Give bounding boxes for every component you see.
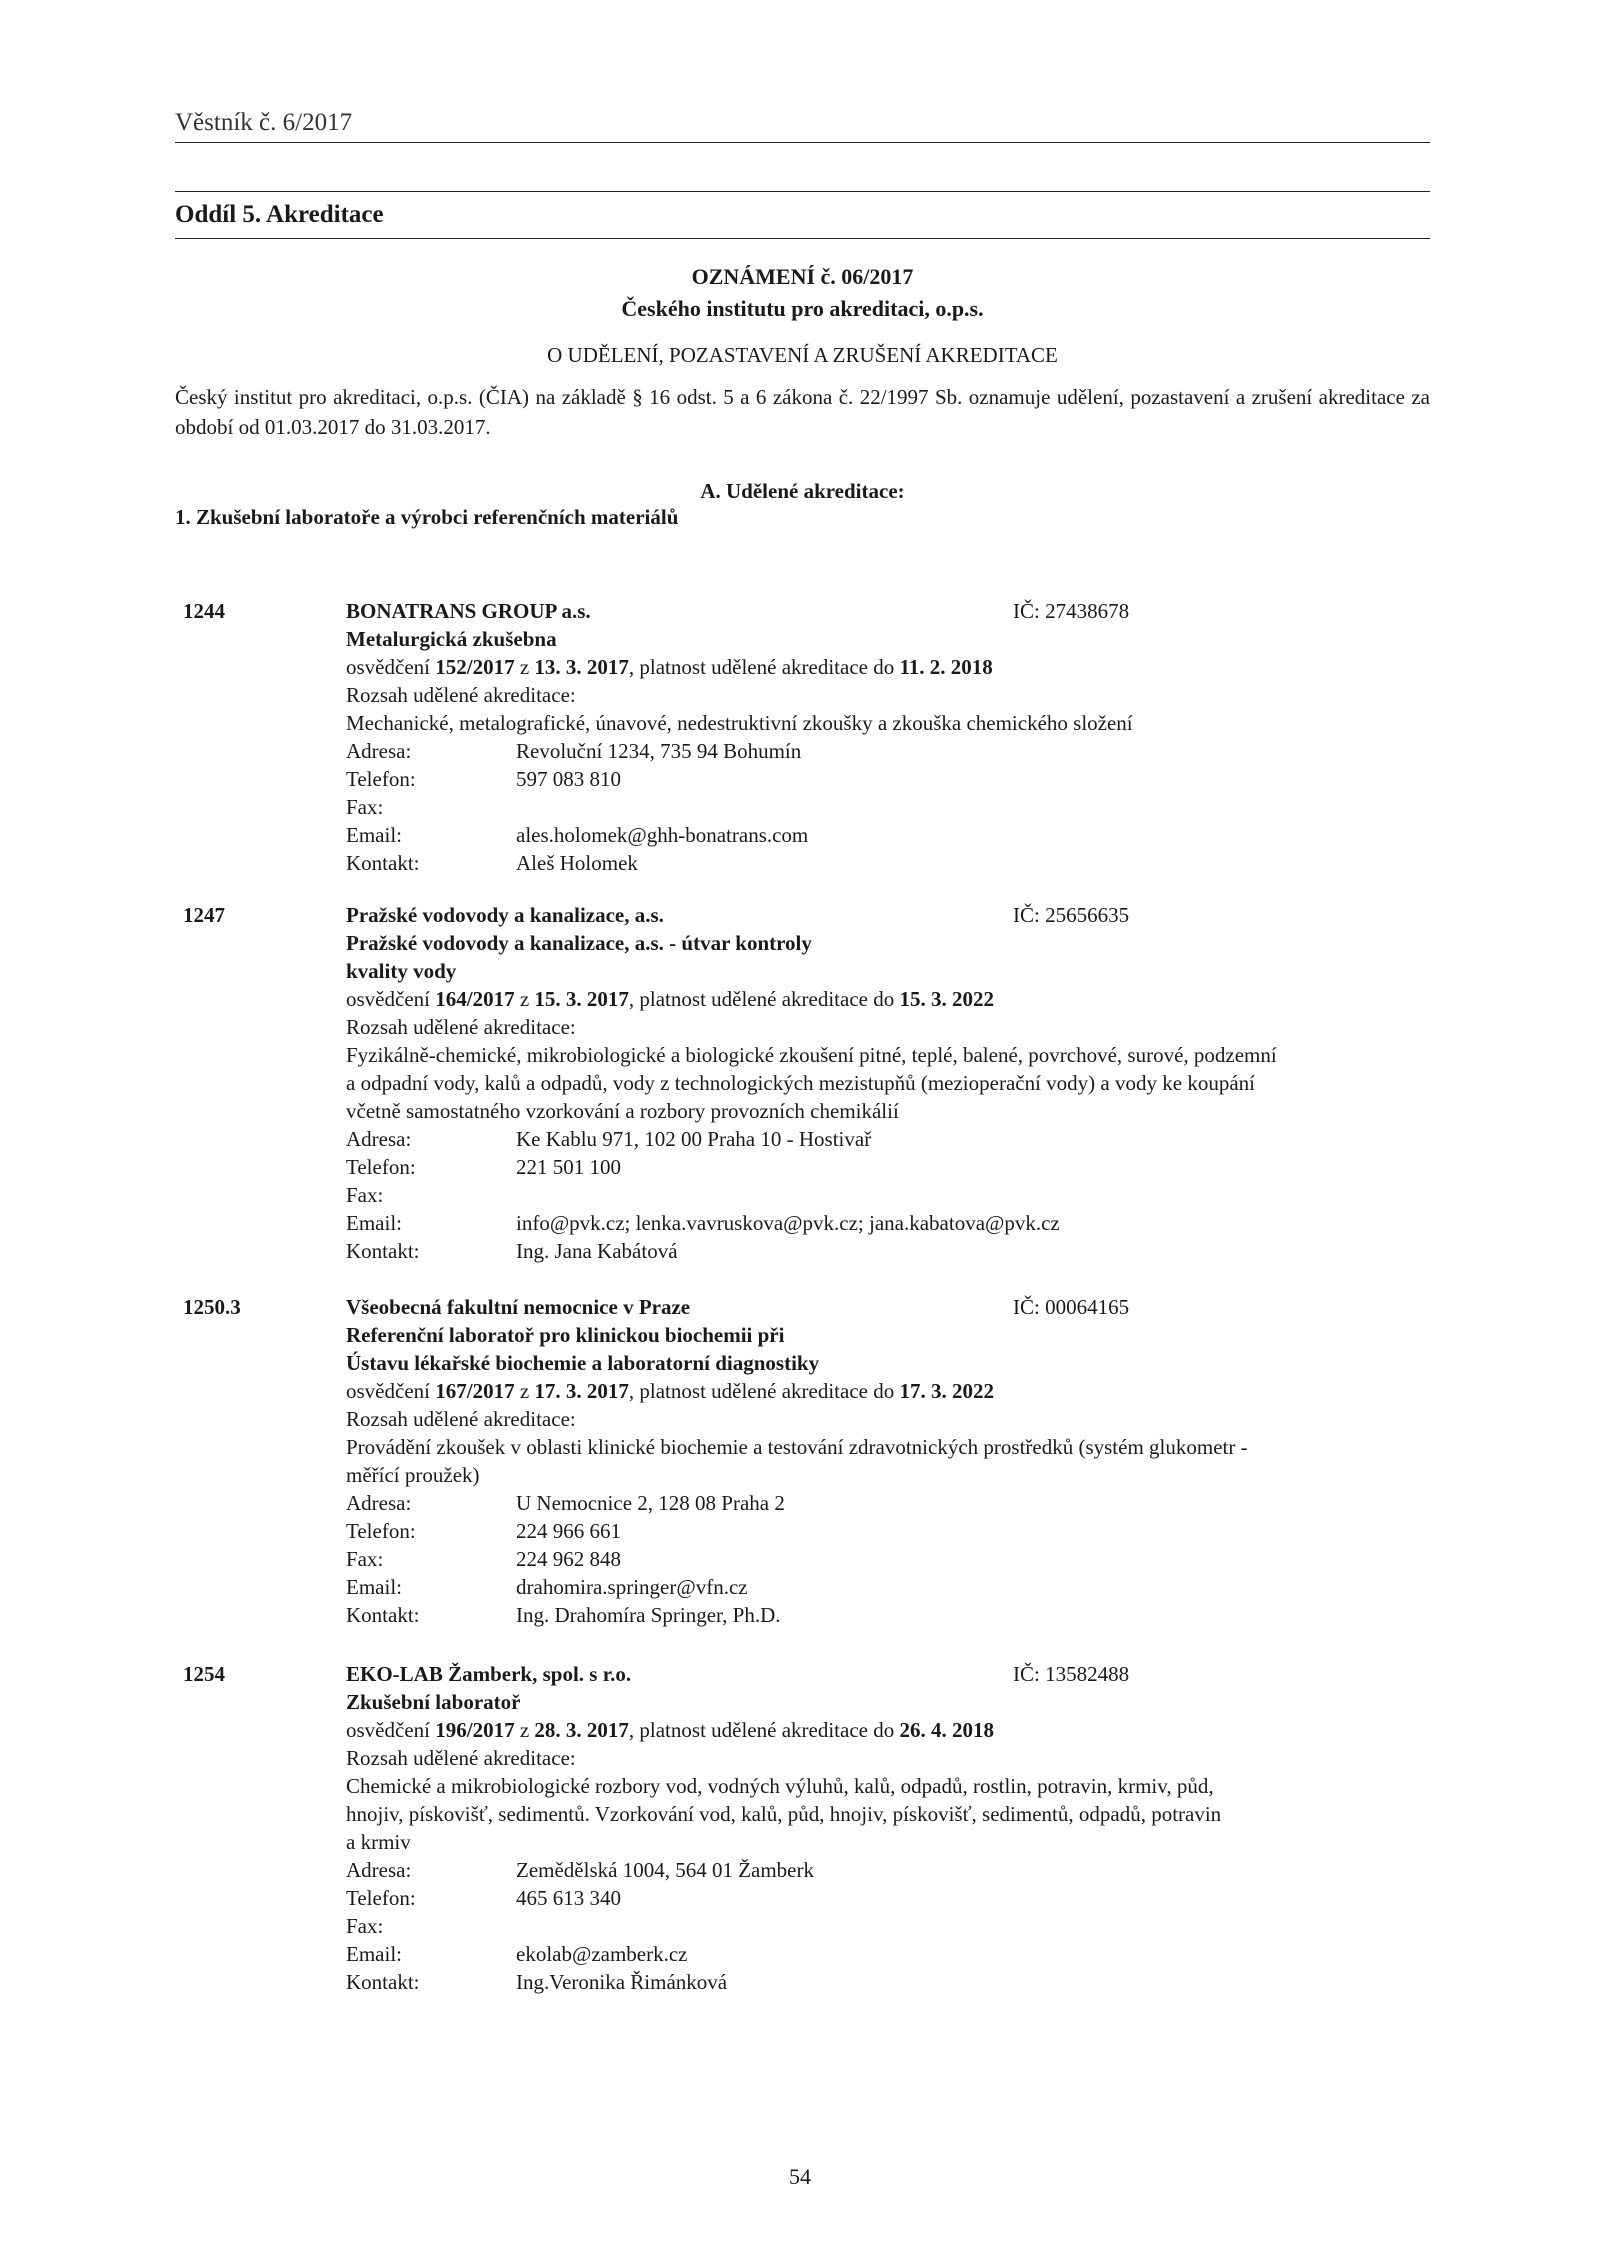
field-label: Adresa: <box>346 1858 412 1882</box>
field-label: Adresa: <box>346 1127 412 1151</box>
scope-label: Rozsah udělené akreditace: <box>346 683 576 707</box>
field-value: Revoluční 1234, 735 94 Bohumín <box>516 739 802 763</box>
entry-name: Pražské vodovody a kanalizace, a.s. <box>346 903 664 927</box>
field-label: Fax: <box>346 1547 384 1571</box>
cert-valid-until: 17. 3. 2022 <box>899 1379 994 1403</box>
field-value: 224 962 848 <box>516 1547 621 1571</box>
entry-certificate <box>346 985 1416 1013</box>
scope-label: Rozsah udělené akreditace: <box>346 1015 576 1039</box>
contact-row <box>346 1601 1416 1629</box>
field-value: ales.holomek@ghh-bonatrans.com <box>516 823 809 847</box>
field-label: Fax: <box>346 1183 384 1207</box>
cert-z: z <box>519 1718 530 1742</box>
field-label: Fax: <box>346 1914 384 1938</box>
fax-row <box>346 1181 1416 1209</box>
fax-row <box>346 793 1416 821</box>
cert-valid-label: , platnost udělené akreditace do <box>628 1718 895 1742</box>
entry-body <box>346 1293 1416 1629</box>
phone-row <box>346 1517 1416 1545</box>
fax-row <box>346 1545 1416 1573</box>
contact-row <box>346 849 1416 877</box>
contact-row <box>346 1968 1416 1996</box>
field-label: Kontakt: <box>346 1970 420 1994</box>
field-label: Fax: <box>346 795 384 819</box>
entry-unit: Ústavu lékařské biochemie a laboratorní diagnostiky <box>346 1351 820 1375</box>
cert-date: 13. 3. 2017 <box>534 655 629 679</box>
field-value: 224 966 661 <box>516 1519 621 1543</box>
entry-number: 1250.3 <box>183 1295 241 1319</box>
part-a-heading: A. Udělené akreditace: <box>700 479 905 503</box>
scope-text: Chemické a mikrobiologické rozbory vod, vodných výluhů, kalů, odpadů, rostlin, potravin, krmiv, půd, <box>346 1774 1214 1798</box>
field-label: Email: <box>346 1575 402 1599</box>
entry-body <box>346 901 1416 1265</box>
entry-ic: IČ: 25656635 <box>1013 903 1130 927</box>
scope-text: včetně samostatného vzorkování a rozbory provozních chemikálií <box>346 1099 899 1123</box>
field-label: Telefon: <box>346 1519 416 1543</box>
cert-number: 164/2017 <box>435 987 515 1011</box>
entry-unit: Zkušební laboratoř <box>346 1690 521 1714</box>
entry-number: 1244 <box>183 599 225 623</box>
field-label: Kontakt: <box>346 851 420 875</box>
entry-unit: kvality vody <box>346 959 457 983</box>
cert-prefix: osvědčení <box>346 1718 430 1742</box>
field-value: Aleš Holomek <box>516 851 638 875</box>
field-value: U Nemocnice 2, 128 08 Praha 2 <box>516 1491 785 1515</box>
scope-text: hnojiv, pískovišť, sedimentů. Vzorkování vod, kalů, půd, hnojiv, pískovišť, sedimentů, odpadů, potravin <box>346 1802 1222 1826</box>
cert-date: 17. 3. 2017 <box>534 1379 629 1403</box>
announcement-subject: O UDĚLENÍ, POZASTAVENÍ A ZRUŠENÍ AKREDITACE <box>547 343 1058 367</box>
entry-certificate <box>346 1377 1416 1405</box>
cert-prefix: osvědčení <box>346 1379 430 1403</box>
cert-valid-until: 15. 3. 2022 <box>899 987 994 1011</box>
journal-header: Věstník č. 6/2017 <box>175 106 1430 143</box>
email-row <box>346 821 1416 849</box>
field-label: Kontakt: <box>346 1603 420 1627</box>
announcement-intro: Český institut pro akreditaci, o.p.s. (ČIA) na základě § 16 odst. 5 a 6 zákona č. 22/1997 Sb. oznamuje udělení, pozastavení a zrušení akreditace za období od 01.03.2017 do 31.03.2017. <box>175 385 1430 439</box>
scope-text: Mechanické, metalografické, únavové, nedestruktivní zkoušky a zkouška chemického složení <box>346 711 1133 735</box>
scope-text: a krmiv <box>346 1830 411 1854</box>
part-a-subheading: 1. Zkušební laboratoře a výrobci referenčních materiálů <box>175 505 679 529</box>
field-value: 221 501 100 <box>516 1155 621 1179</box>
entry-ic: IČ: 27438678 <box>1013 599 1130 623</box>
entry-number: 1254 <box>183 1662 225 1686</box>
cert-number: 167/2017 <box>435 1379 515 1403</box>
address-row <box>346 1856 1416 1884</box>
contact-row <box>346 1237 1416 1265</box>
section-title: Oddíl 5. Akreditace <box>175 191 1430 239</box>
cert-valid-label: , platnost udělené akreditace do <box>628 1379 895 1403</box>
field-value: drahomira.springer@vfn.cz <box>516 1575 748 1599</box>
email-row <box>346 1940 1416 1968</box>
cert-prefix: osvědčení <box>346 655 430 679</box>
cert-valid-until: 26. 4. 2018 <box>899 1718 994 1742</box>
field-label: Email: <box>346 823 402 847</box>
phone-row <box>346 765 1416 793</box>
field-label: Email: <box>346 1211 402 1235</box>
field-value: Zemědělská 1004, 564 01 Žamberk <box>516 1858 814 1882</box>
cert-z: z <box>519 987 530 1011</box>
scope-text: Fyzikálně-chemické, mikrobiologické a biologické zkoušení pitné, teplé, balené, povrchové, surové, podzemní <box>346 1043 1277 1067</box>
entry-body <box>346 1660 1416 1996</box>
field-value: Ing. Jana Kabátová <box>516 1239 678 1263</box>
scope-label: Rozsah udělené akreditace: <box>346 1407 576 1431</box>
cert-date: 28. 3. 2017 <box>534 1718 629 1742</box>
field-label: Adresa: <box>346 1491 412 1515</box>
field-value: 465 613 340 <box>516 1886 621 1910</box>
cert-valid-label: , platnost udělené akreditace do <box>628 987 895 1011</box>
entry-name: BONATRANS GROUP a.s. <box>346 599 591 623</box>
email-row <box>346 1573 1416 1601</box>
cert-number: 196/2017 <box>435 1718 515 1742</box>
field-value: info@pvk.cz; lenka.vavruskova@pvk.cz; jana.kabatova@pvk.cz <box>516 1211 1060 1235</box>
field-value: Ing. Drahomíra Springer, Ph.D. <box>516 1603 781 1627</box>
cert-prefix: osvědčení <box>346 987 430 1011</box>
entry-name: Všeobecná fakultní nemocnice v Praze <box>346 1295 691 1319</box>
cert-z: z <box>519 1379 530 1403</box>
field-label: Telefon: <box>346 1155 416 1179</box>
cert-z: z <box>519 655 530 679</box>
field-value: Ke Kablu 971, 102 00 Praha 10 - Hostivař <box>516 1127 872 1151</box>
entry-ic: IČ: 00064165 <box>1013 1295 1130 1319</box>
fax-row <box>346 1912 1416 1940</box>
field-value: ekolab@zamberk.cz <box>516 1942 688 1966</box>
announcement-institute: Českého institutu pro akreditaci, o.p.s. <box>621 296 984 321</box>
scope-text: měřící proužek) <box>346 1463 480 1487</box>
field-label: Email: <box>346 1942 402 1966</box>
cert-valid-until: 11. 2. 2018 <box>899 655 993 679</box>
address-row <box>346 1125 1416 1153</box>
field-label: Kontakt: <box>346 1239 420 1263</box>
scope-text: a odpadní vody, kalů a odpadů, vody z technologických mezistupňů (mezioperační vody) a vody ke koupání <box>346 1071 1255 1095</box>
entry-certificate <box>346 1716 1416 1744</box>
cert-date: 15. 3. 2017 <box>534 987 629 1011</box>
address-row <box>346 737 1416 765</box>
field-value: Ing.Veronika Řimánková <box>516 1970 728 1994</box>
address-row <box>346 1489 1416 1517</box>
entry-unit: Referenční laboratoř pro klinickou biochemii při <box>346 1323 785 1347</box>
field-label: Telefon: <box>346 1886 416 1910</box>
phone-row <box>346 1884 1416 1912</box>
scope-text: Provádění zkoušek v oblasti klinické biochemie a testování zdravotnických prostředků (systém glukometr - <box>346 1435 1248 1459</box>
cert-valid-label: , platnost udělené akreditace do <box>628 655 895 679</box>
entry-unit: Metalurgická zkušebna <box>346 627 557 651</box>
field-label: Telefon: <box>346 767 416 791</box>
entry-unit: Pražské vodovody a kanalizace, a.s. - útvar kontroly <box>346 931 812 955</box>
entry-number: 1247 <box>183 903 225 927</box>
entry-certificate <box>346 653 1416 681</box>
email-row <box>346 1209 1416 1237</box>
scope-label: Rozsah udělené akreditace: <box>346 1746 576 1770</box>
cert-number: 152/2017 <box>435 655 515 679</box>
entry-name: EKO-LAB Žamberk, spol. s r.o. <box>346 1662 632 1686</box>
field-label: Adresa: <box>346 739 412 763</box>
field-value: 597 083 810 <box>516 767 621 791</box>
phone-row <box>346 1153 1416 1181</box>
announcement-title: OZNÁMENÍ č. 06/2017 <box>691 264 914 289</box>
entry-ic: IČ: 13582488 <box>1013 1662 1130 1686</box>
page-number: 54 <box>789 2164 811 2189</box>
entry-body <box>346 597 1416 877</box>
